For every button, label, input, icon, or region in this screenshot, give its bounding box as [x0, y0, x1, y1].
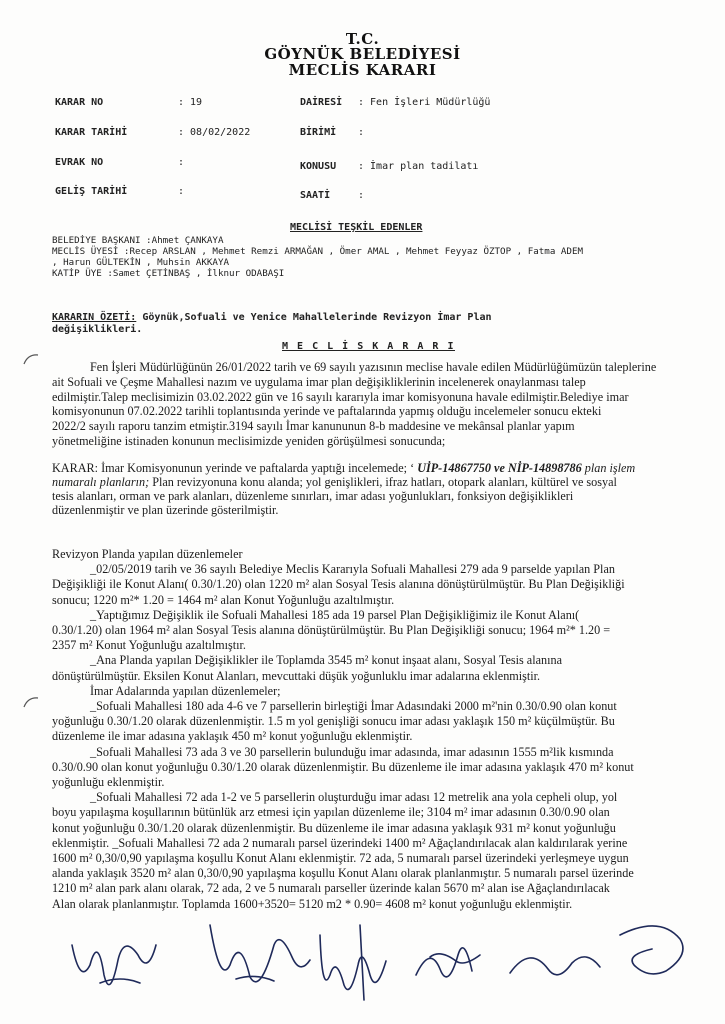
body-line: Fen İşleri Müdürlüğünün 26/01/2022 tarih ve 69 sayılı yazısının meclise havale edilen Müdürlüğümüzün taleplerine	[90, 360, 657, 374]
revision-line: İmar Adalarında yapılan düzenlemeler;	[90, 683, 281, 698]
field-value-birimi: :	[358, 127, 365, 138]
body-line: ait Sofuali ve Çeşme Mahallesi nazım ve uygulama imar plan değişikliklerinin incelenerek onaylanması talep	[52, 374, 586, 389]
field-label-konusu: KONUSU	[300, 161, 337, 172]
karar-line-2	[52, 476, 694, 490]
council-members: MECLİS ÜYESİ :Recep ARSLAN , Mehmet Remzi ARMAĞAN , Ömer AMAL , Mehmet Feyyaz ÖZTOP , Fatma ADEM	[52, 246, 584, 257]
signature-3	[320, 935, 386, 990]
summary-text: Göynük,Sofuali ve Yenice Mahallelerinde Revizyon İmar Plan	[136, 312, 492, 323]
field-label-saati: SAATİ	[300, 190, 331, 201]
signature-6	[620, 926, 683, 974]
field-label-karar-no: KARAR NO	[55, 97, 104, 108]
council-members-cont: , Harun GÜLTEKİN , Muhsin AKKAYA	[52, 257, 230, 268]
header-decision-title: MECLİS KARARI	[288, 61, 437, 79]
section-title: M E C L İ S K A R A R I	[282, 341, 455, 352]
body-line: komisyonunun 07.02.2022 tarihli toplantısında yerinde ve paftalarında yapmış olduğu incelemeler sonucu ekteki	[52, 404, 602, 419]
handwritten-note: plan işlem	[584, 461, 636, 475]
field-value-evrak-no: :	[178, 157, 185, 168]
page-corner-mark	[22, 352, 40, 366]
body-line: yönetmeliğine istinaden konunun meclisimizde yeniden görüşülmesi sonucunda;	[52, 434, 446, 448]
revision-line: _Sofuali Mahallesi 180 ada 4-6 ve 7 parsellerin birleştiği İmar Adasındaki 2000 m²'nin 0.30/0.90 olan konut	[90, 699, 617, 713]
header-municipality: GÖYNÜK BELEDİYESİ	[264, 45, 461, 63]
revision-line: dönüştürülmüştür. Eksilen Konut Alanları, mevcuttaki düşük yoğunluklu imar adalarına eklenmiştir.	[52, 668, 541, 683]
karar-italic: numaralı planların;	[52, 475, 150, 489]
page-corner-mark-2	[22, 695, 40, 709]
karar-rest: Plan revizyonuna konu alanda; yol genişlikleri, ifraz hatları, otopark alanları, kültürel ve sosyal	[149, 475, 617, 489]
field-label-karar-tarihi: KARAR TARİHİ	[55, 127, 128, 138]
field-value-saati: :	[358, 190, 365, 201]
karar-line-3: tesis alanları, orman ve park alanları, düzenleme sınırları, imar adası yoğunlukları, fonksiyon değişiklikleri	[52, 489, 574, 503]
karar-prefix: KARAR: İmar Komisyonunun yerinde ve paftalarda yaptığı incelemede; ‘	[52, 461, 418, 475]
revision-line: sonucu; 1220 m²* 1.20 = 1464 m² alan Konut Yoğunluğu azaltılmıştır.	[52, 592, 395, 607]
revision-line: _Ana Planda yapılan Değişiklikler ile Toplamda 3545 m² konut inşaat alanı, Sosyal Tesis alanına	[90, 653, 562, 668]
revision-line: boyu yapılaşma koşullarının bütünlük arz etmesi için yapılan düzenleme ile; 3104 m² imar adasının 0.30/0.90 olan	[52, 805, 610, 820]
revision-line: _Sofuali Mahallesi 72 ada 1-2 ve 5 parsellerin oluşturduğu imar adası 12 metrelik ana yola cepheli olup, yol	[90, 790, 618, 805]
revision-line: Revizyon Planda yapılan düzenlemeler	[52, 547, 243, 561]
field-label-birimi: BİRİMİ	[300, 127, 337, 138]
summary-label: KARARIN ÖZETİ:	[52, 312, 137, 323]
summary-line-1	[52, 312, 492, 323]
karar-line-4: düzenlenmiştir ve plan üzerinde gösterilmiştir.	[52, 503, 279, 517]
revision-line: alanda yaklaşık 3520 m² alan 0,30/0,90 yapılaşma koşullu Konut Alanı olarak planlanmıştır. 5 numaralı parsel üzerinde	[52, 866, 634, 881]
field-value-konusu: : İmar plan tadilatı	[358, 161, 479, 172]
revision-line: 1600 m² 0,30/0,90 yapılaşma koşullu Konut Alanı eklenmiştir. 72 ada, 5 numaralı parsel üzerindeki yerleşmeye uygun	[52, 851, 629, 865]
revision-line: _Yaptığımız Değişiklik ile Sofuali Mahallesi 185 ada 19 parsel Plan Değişikliğimiz ile Konut Alanı(	[90, 607, 580, 622]
council-mayor: BELEDİYE BAŞKANI :Ahmet ÇANKAYA	[52, 235, 224, 246]
signatures	[60, 905, 700, 1015]
field-label-dairesi: DAİRESİ	[300, 97, 343, 108]
revision-line: 0.30/1.20) olan 1964 m² alan Sosyal Tesis alanına dönüştürülmüştür. Bu Plan Değişikliği sonucu; 1964 m²* 1.20 =	[52, 623, 611, 637]
plan-numbers: UİP-14867750 ve NİP-14898786	[417, 461, 582, 475]
field-label-gelis-tarihi: GELİŞ TARİHİ	[55, 186, 128, 197]
council-title: MECLİSİ TEŞKİL EDENLER	[290, 222, 423, 233]
revision-line: _02/05/2019 tarih ve 36 sayılı Belediye Meclis Kararıyla Sofuali Mahallesi 279 ada 9 parselde yapılan Plan	[90, 562, 615, 577]
field-label-evrak-no: EVRAK NO	[55, 157, 104, 168]
body-line: 2022/2 sayılı raporu tanzim etmiştir.3194 sayılı İmar kanununun 8-b maddesine ve mekânsal planlar yapım	[52, 419, 575, 434]
revision-line: 1210 m² alan park alanı olarak, 72 ada, 2 ve 5 numaralı parseller üzerinde kalan 5670 m² alan ise Ağaçlandırılacak	[52, 881, 610, 896]
field-value-gelis-tarihi: :	[178, 186, 185, 197]
revision-line: yoğunluğu eklenmiştir.	[52, 775, 165, 789]
revision-line: düzenleme ile imar adasına yaklaşık 450 m² konut yoğunluğu eklenmiştir.	[52, 729, 413, 744]
council-clerks: KATİP ÜYE :Samet ÇETİNBAŞ , İlknur ODABAŞI	[52, 268, 285, 279]
signature-2	[210, 925, 310, 982]
field-value-karar-tarihi: : 08/02/2022	[178, 127, 251, 138]
body-line: edilmiştir.Talep meclisimizin 03.02.2022 gün ve 16 sayılı kararıyla imar komisyonuna havale edilmiştir.Belediye imar	[52, 389, 629, 404]
revision-line: _Sofuali Mahallesi 73 ada 3 ve 30 parsellerin bulunduğu imar adasında, imar adasının 1555 m²lik kısmında	[90, 744, 614, 759]
revision-line: 2357 m² Konut Yoğunluğu azaltılmıştır.	[52, 638, 246, 653]
revision-line: 0.30/0.90 olan konut yoğunluğu 0.30/1.20 olarak düzenlenmiştir. Bu düzenleme ile imar adasına yaklaşık 470 m² konut	[52, 759, 634, 774]
field-value-karar-no: : 19	[178, 97, 203, 108]
revision-line: konut yoğunluğu 0.30/1.20 olarak düzenlenmiştir. Bu düzenleme ile imar adasına yaklaşık 931 m² konut yoğunluğu	[52, 820, 616, 835]
revision-line: eklenmiştir. _Sofuali Mahallesi 72 ada 2 numaralı parsel üzerindeki 1400 m² Ağaçlandırılacak alan kaldırılarak yerine	[52, 835, 628, 850]
revision-line: Değişikliği ile Konut Alanı( 0.30/1.20) olan 1220 m² alan Sosyal Tesis alanına dönüştürülmüştür. Bu Plan Değişikliği	[52, 577, 625, 592]
signature-5	[510, 957, 600, 975]
karar-line-1	[52, 462, 694, 476]
header-tc: T.C.	[345, 30, 380, 48]
summary-line-2: değişiklikleri.	[52, 324, 143, 335]
revision-line: yoğunluğu 0.30/1.20 olarak düzenlenmiştir. 1.5 m yol genişliği sonucu imar adası yaklaşık 150 m² küçülmüştür. Bu	[52, 714, 615, 729]
revision-line: Alan olarak planlanmıştır. Toplamda 1600+3520= 5120 m2 * 0.90= 4608 m² konut yoğunluğu eklenmiştir.	[52, 896, 573, 911]
field-value-dairesi: : Fen İşleri Müdürlüğü	[358, 97, 491, 108]
